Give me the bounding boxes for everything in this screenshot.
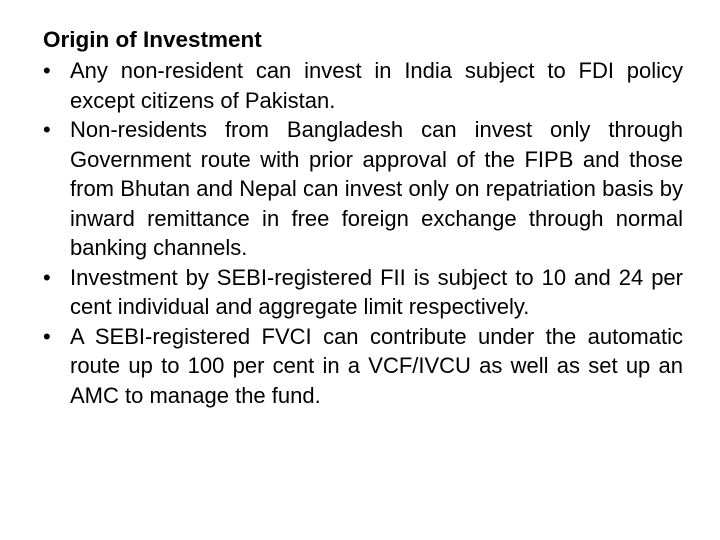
slide-content [43,24,683,410]
bullet-icon: • [43,117,51,142]
bullet-icon: • [43,264,51,290]
bullet-text: Investment by SEBI-registered FII is subject to 10 and 24 per cent individual and aggregate limit respectively. [70,264,683,319]
bullet-item-4 [43,322,683,411]
bullet-item-2 [43,115,683,263]
bullet-item-3 [43,263,683,322]
bullet-text: Non-residents from Bangladesh can invest only through Government route with prior approval of the FIPB and those from Bhutan and Nepal can invest only on repatriation basis by inward remittance in free foreign exchange through normal banking channels. [70,117,683,260]
bullet-icon: • [43,323,51,349]
bullet-text: Any non-resident can invest in India subject to FDI policy except citizens of Pakistan. [70,58,683,113]
bullet-item-1 [43,56,683,115]
bullet-list [43,56,683,410]
slide-title: Origin of Investment [43,27,262,52]
bullet-text: A SEBI-registered FVCI can contribute under the automatic route up to 100 per cent in a VCF/IVCU as well as set up an AMC to manage the fund. [70,323,683,408]
bullet-icon: • [43,58,51,83]
